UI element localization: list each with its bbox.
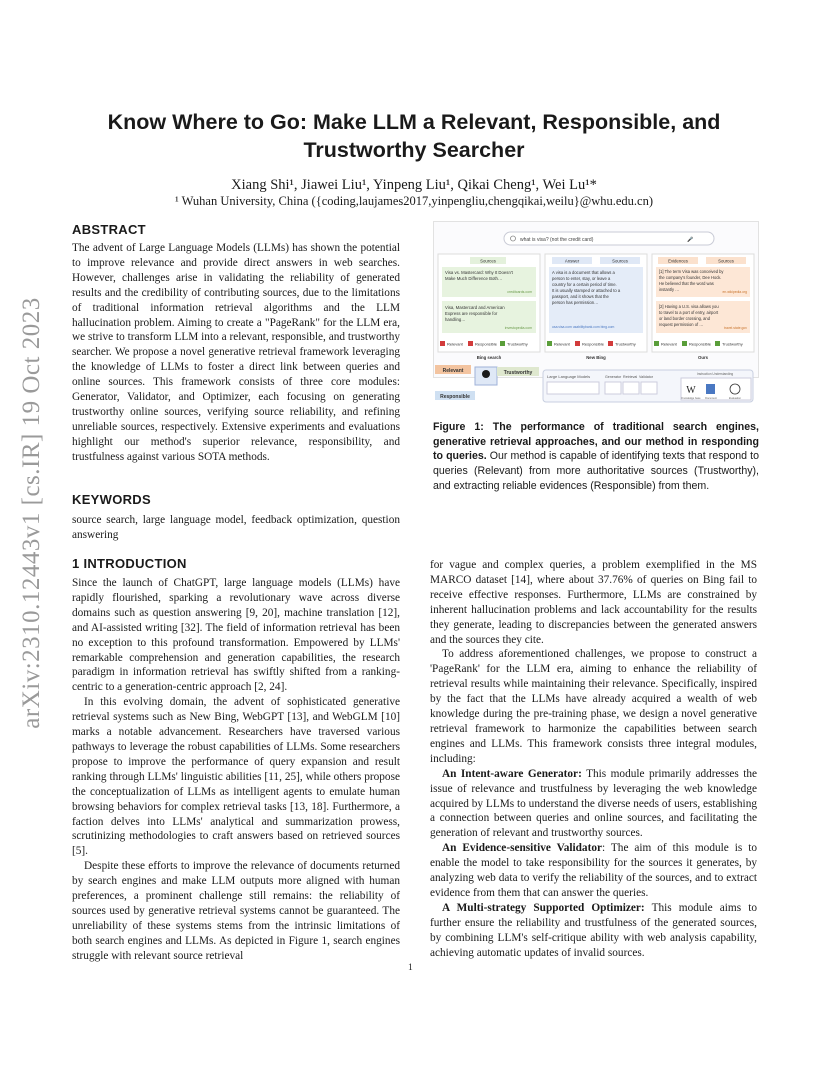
right-paragraph-3 bbox=[430, 767, 757, 842]
svg-text:Trustworthy: Trustworthy bbox=[615, 341, 636, 347]
tag-responsible-text: Responsible bbox=[440, 394, 470, 400]
abstract-section bbox=[72, 222, 400, 465]
ours-evidences-tab: Evidences bbox=[668, 258, 688, 264]
figure-1-caption bbox=[433, 420, 759, 494]
title-line-1: Know Where to Go: Make LLM a Relevant, Responsible, and bbox=[107, 110, 721, 134]
right-paragraph-1: for vague and complex queries, a problem exemplified in the MS MARCO dataset [14], where about 37.76% of queries on Bing fail to receive effective responses. Furthermore, LLMs are constrained by inherent hallucination problems and lack accountability for the results they generate, leading to discrepancies between the generated answers and the sources they cite. bbox=[430, 559, 757, 646]
bing-item-1: Visa vs. Mastercard: Why It Doesn't Make Much Difference Both… bbox=[445, 270, 513, 281]
introduction-section bbox=[72, 556, 400, 964]
relevant-check-icon bbox=[654, 341, 659, 346]
svg-text:Trustworthy: Trustworthy bbox=[507, 341, 528, 347]
module-box-1 bbox=[605, 382, 621, 394]
svg-text:Trustworthy: Trustworthy bbox=[722, 341, 743, 347]
ours-item-1: [1] The term Visa was conceived by the company's founder, Dee Hock. He believed that the word was instantly … bbox=[659, 269, 724, 292]
bing-label: Bing search bbox=[476, 355, 502, 360]
module-instruction: Instruction Understanding bbox=[696, 372, 734, 376]
ours-sources-tab: Sources bbox=[718, 258, 734, 264]
tag-trustworthy-text: Trustworthy bbox=[503, 370, 533, 376]
tag-relevant-text: Relevant bbox=[442, 368, 464, 374]
newbing-label: New Bing bbox=[586, 355, 606, 360]
module-llm-box bbox=[547, 382, 599, 394]
module-retrieval: Retrieval bbox=[623, 375, 638, 379]
figure-1-framework-strip bbox=[433, 362, 759, 406]
newbing-answer-tab: Answer bbox=[564, 258, 580, 264]
relevant-x-icon bbox=[440, 341, 445, 346]
newbing-sources-tab: Sources bbox=[612, 258, 628, 264]
newbing-answer-text: A visa is a document that allows a person to enter, stay, or leave a country for a certain period of time. It is usually stamped or attached to a passport, and it shows that the person has permission… bbox=[552, 270, 621, 305]
module-box-2 bbox=[623, 382, 639, 394]
ours-item-2-source: travel.state.gov bbox=[724, 326, 747, 330]
intro-paragraph-3: Despite these efforts to improve the relevance of documents returned by search engines and make LLM outputs more aligned with human preferences, a prominent challenge still remains: the reliability of sources used by generative retrieval systems cannot be guaranteed. The unreliability of these systems stems from the intrinsic limitations of both search engines and LLMs. As depicted in Figure 1, search engines struggle with relevant source retrieval bbox=[72, 860, 400, 962]
trustworthy-check-icon bbox=[500, 341, 505, 346]
title-line-2: Trustworthy Searcher bbox=[303, 138, 525, 162]
module-box-3 bbox=[641, 382, 657, 394]
ours-item-2: [2] Having a U.S. visa allows you to travel to a port of entry, airport or land border crossing, and request permission of … bbox=[659, 304, 719, 327]
bing-item-2-source: investopedia.com bbox=[504, 326, 532, 330]
mic-icon: 🎤 bbox=[687, 237, 694, 243]
optimizer-text: This module aims to further ensure the reliability and trustfulness of the generated sources, by combining LLM's self-critique ability with web analysis capability, achieving automatic updates of invalid sources. bbox=[430, 901, 758, 959]
intro-paragraph-2: In this evolving domain, the advent of sophisticated generative retrieval systems such as New Bing, WebGPT [13], and WebGLM [10] marks a notable advancement. Researchers have traversed various pathways to leverage the robust capabilities of LLMs. Some researchers propose to improve the performance of query expansion and result ranking through LLMs' linguistic abilities [11, 25], while others propose the conceptualization of LLMs as intelligent agents to emulate human browsing behaviors for complex retrieval tasks [13, 18]. Furthermore, a faction delves into LLMs' analytical and summarization prowess, scrutinizing methodologies to craft answers based on retrieved sources [5]. bbox=[72, 696, 400, 858]
generator-text: This module primarily addresses the issue of relevance and trustfulness by leveraging the web knowledge acquired by LLMs to understand the diverse needs of users, establishing a connection between queries and online sources, and facilitating the generation of relevant and trustworthy sources. bbox=[430, 767, 758, 840]
optimizer-heading: A Multi-strategy Supported Optimizer: bbox=[442, 901, 645, 914]
keywords-section bbox=[72, 492, 400, 543]
paper-title bbox=[72, 108, 756, 164]
caption-text: Our method is capable of identifying texts that respond to queries (Relevant) from more authoritative sources (Trustworthy), and extracting reliable evidences (Responsible) from them. bbox=[433, 450, 759, 492]
right-paragraph-5 bbox=[430, 901, 757, 961]
intro-heading: 1 INTRODUCTION bbox=[72, 556, 187, 571]
trustworthy-x-icon bbox=[608, 341, 613, 346]
caption-bold: Figure 1: The performance of traditional search engines, generative retrieval approaches, and our method in responding to queries. bbox=[433, 421, 759, 463]
responsible-check-icon bbox=[682, 341, 687, 346]
icon-c-label: Evaluation bbox=[728, 397, 742, 400]
intro-paragraph-1: Since the launch of ChatGPT, large language models (LLMs) have rapidly flourished, sparking a revolutionary wave across diverse domains such as question answering [9, 20], machine translation [12], and AI-assisted writing [32]. The field of information retrieval has been no exception to this profound transformation. Empowered by LLMs' remarkable comprehension and generation capabilities, the research paradigm in information retrieval has swiftly shifted from a ranking-centric to a generation-centric approach [2, 24]. bbox=[72, 577, 400, 694]
document-icon bbox=[706, 384, 715, 394]
ours-panel bbox=[652, 254, 754, 352]
person-head-icon bbox=[482, 370, 490, 378]
module-llm: Large Language Models bbox=[547, 374, 591, 379]
svg-text:Responsible: Responsible bbox=[475, 341, 498, 347]
module-validator: Validator bbox=[639, 375, 653, 379]
svg-text:Relevant: Relevant bbox=[447, 341, 463, 347]
responsible-x-icon bbox=[575, 341, 580, 346]
page-number: 1 bbox=[408, 963, 413, 973]
wikipedia-icon: W bbox=[686, 385, 696, 396]
bing-sources-tab: Sources bbox=[480, 258, 496, 264]
abstract-heading: ABSTRACT bbox=[72, 222, 146, 237]
query-text: what is visa? (not the credit card) bbox=[520, 237, 594, 243]
svg-text:Responsible: Responsible bbox=[582, 341, 605, 347]
trustworthy-check-icon bbox=[715, 341, 720, 346]
responsible-x-icon bbox=[468, 341, 473, 346]
arxiv-stamp bbox=[2, 298, 62, 728]
ours-label: Ours bbox=[697, 355, 709, 360]
validator-heading: An Evidence-sensitive Validator bbox=[442, 842, 603, 855]
relevant-check-icon bbox=[547, 341, 552, 346]
bing-item-1-source: creditcards.com bbox=[507, 290, 532, 294]
svg-text:Relevant: Relevant bbox=[554, 341, 570, 347]
bing-panel bbox=[438, 254, 540, 352]
validator-text: : The aim of this module is to enable the model to take responsibility for the sources it generates, by analyzing web data to verify the reliability of the sources, and to extract evidence from them that can answer the queries. bbox=[430, 842, 757, 899]
module-generator: Generator bbox=[605, 375, 622, 379]
svg-text:Relevant: Relevant bbox=[661, 341, 677, 347]
newbing-sources: usa.visa.com usabilitybank.com bing.com bbox=[552, 325, 615, 329]
icon-w-label: Knowledge base bbox=[681, 397, 701, 400]
generator-heading: An Intent-aware Generator: bbox=[442, 767, 582, 780]
right-column bbox=[430, 558, 757, 960]
icon-b-label: Document bbox=[705, 397, 717, 400]
affiliation: ¹ Wuhan University, China ({coding,laujames2017,yinpengliu,chengqikai,weilu}@whu.edu.cn) bbox=[174, 194, 654, 208]
right-paragraph-2: To address aforementioned challenges, we propose to construct a 'PageRank' for the LLM era, aiming to enhance the reliability of retrieval results while maintaining their relevance. Specifically, inspired by the fact that the LLMs have already acquired a wealth of web knowledge during the pre-training phase, we design a novel generative retrieval framework to harmonize the capabilities between search engines and LLMs. This framework consists three integral modules, including: bbox=[430, 648, 757, 765]
abstract-text: The advent of Large Language Models (LLMs) has shown the potential to improve relevance and provide direct answers in web searches. However, challenges arise in validating the reliability of generated results and the credibility of contributing sources, due to the limitations of traditional information retrieval algorithms and the LLM hallucination problem. Aiming to create a "PageRank" for the LLM era, we strive to transform LLM into a relevant, responsible, and trustworthy searcher. We propose a novel generative retrieval framework leveraging the knowledge of LLMs to foster a direct link between queries and online sources. This framework consists of three core modules: Generator, Validator, and Optimizer, each focusing on generating trustworthy online sources, verifying source reliability, and refining unreliable sources, respectively. Extensive experiments and evaluations highlight our method's superior relevance, responsibility, and trustfulness against various SOTA methods. bbox=[72, 242, 400, 463]
arxiv-stamp-text: arXiv:2310.12443v1 [cs.IR] 19 Oct 2023 bbox=[18, 297, 45, 729]
authors: Xiang Shi¹, Jiawei Liu¹, Yinpeng Liu¹, Qikai Cheng¹, Wei Lu¹* bbox=[231, 177, 597, 193]
right-paragraph-4 bbox=[430, 841, 757, 901]
figure-1 bbox=[433, 221, 759, 378]
bing-item-2: Visa, Mastercard and American Express are responsible for handling… bbox=[445, 305, 505, 322]
keywords-heading: KEYWORDS bbox=[72, 492, 151, 507]
figure-1-illustration bbox=[434, 222, 758, 377]
svg-text:Responsible: Responsible bbox=[689, 341, 712, 347]
ours-item-1-source: en.wikipedia.org bbox=[722, 290, 747, 294]
keywords-text: source search, large language model, feedback optimization, question answering bbox=[72, 514, 400, 541]
newbing-panel bbox=[545, 254, 647, 352]
